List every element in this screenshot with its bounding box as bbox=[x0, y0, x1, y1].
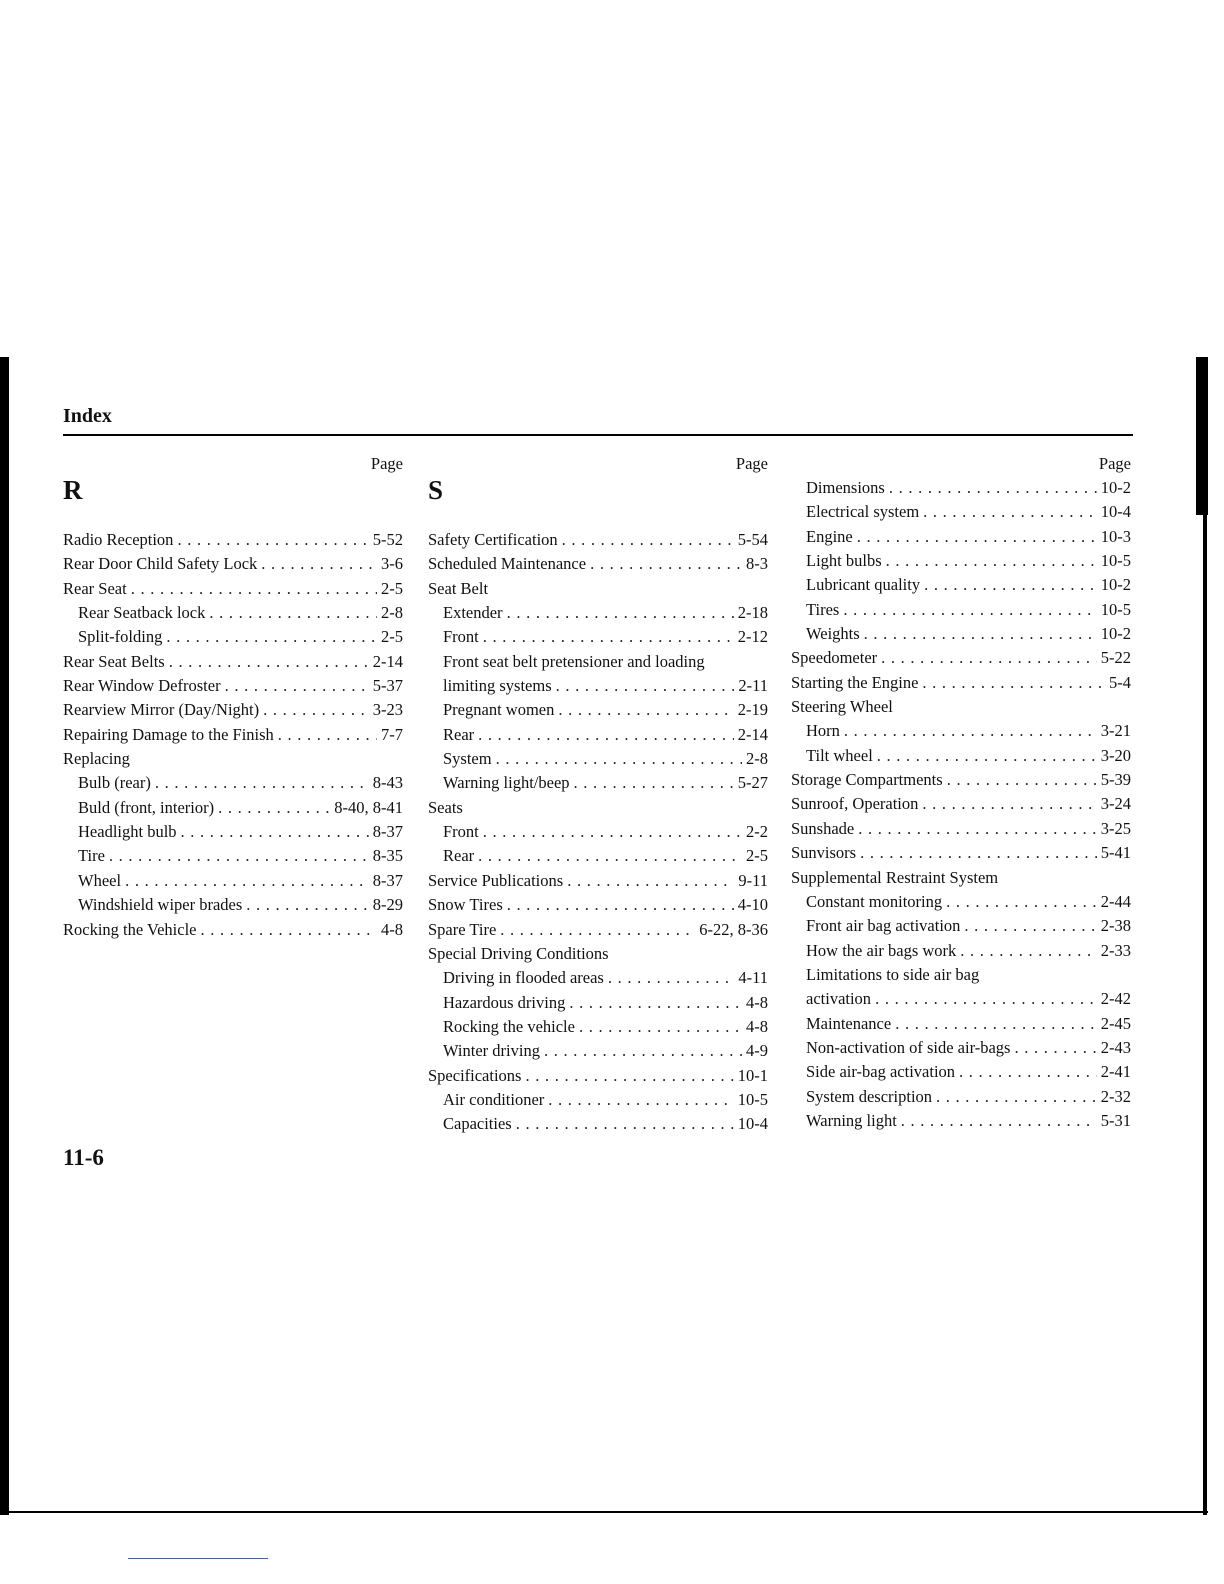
entry-page-ref: 3-24 bbox=[1100, 794, 1131, 814]
entry-page-ref: 2-5 bbox=[746, 846, 768, 866]
index-entry bbox=[791, 573, 1131, 597]
dot-leader bbox=[246, 893, 368, 917]
entry-label: Lubricant quality bbox=[806, 575, 921, 595]
index-entry bbox=[791, 841, 1131, 865]
entry-page-ref: 4-11 bbox=[738, 968, 768, 988]
index-entry bbox=[791, 939, 1131, 963]
dot-leader bbox=[209, 601, 377, 625]
index-entry bbox=[428, 528, 768, 552]
dot-leader bbox=[483, 625, 734, 649]
entry-label: System description bbox=[806, 1086, 933, 1106]
index-header-title: Index bbox=[63, 405, 112, 427]
dot-leader bbox=[556, 674, 735, 698]
entry-label: Service Publications bbox=[428, 870, 564, 890]
dot-leader bbox=[166, 625, 377, 649]
entry-page-ref: 3-25 bbox=[1100, 818, 1131, 838]
index-entry bbox=[428, 650, 768, 674]
index-entry bbox=[791, 622, 1131, 646]
entry-label: Limitations to side air bag bbox=[806, 964, 980, 984]
dot-leader bbox=[924, 573, 1097, 597]
dot-leader bbox=[569, 991, 742, 1015]
index-entry bbox=[428, 747, 768, 771]
entry-page-ref: 5-22 bbox=[1100, 648, 1131, 668]
entry-page-ref: 8-43 bbox=[372, 773, 403, 793]
entry-page-ref: 10-5 bbox=[1100, 551, 1131, 571]
index-entry bbox=[791, 549, 1131, 573]
entry-page-ref: 5-52 bbox=[372, 530, 403, 549]
index-entry bbox=[63, 796, 403, 820]
entry-page-ref: 2-5 bbox=[381, 627, 403, 647]
page-column-header: Page bbox=[735, 454, 768, 473]
entry-label: Special Driving Conditions bbox=[428, 943, 609, 963]
dot-leader bbox=[478, 844, 742, 868]
dot-leader bbox=[544, 1039, 742, 1063]
index-entry bbox=[428, 771, 768, 795]
entry-page-ref: 2-32 bbox=[1100, 1086, 1131, 1106]
dot-leader bbox=[886, 549, 1097, 573]
dot-leader bbox=[567, 869, 734, 893]
dot-leader bbox=[860, 841, 1097, 865]
entry-page-ref: 2-44 bbox=[1100, 891, 1131, 911]
entry-label: Steering Wheel bbox=[791, 697, 893, 717]
entry-page-ref: 2-14 bbox=[372, 651, 403, 671]
dot-leader bbox=[858, 817, 1097, 841]
entry-list bbox=[63, 528, 403, 942]
index-entry bbox=[428, 942, 768, 966]
dot-leader bbox=[496, 747, 742, 771]
index-entry bbox=[791, 1036, 1131, 1060]
entry-page-ref: 5-41 bbox=[1100, 843, 1131, 863]
entry-page-ref: 5-27 bbox=[737, 773, 768, 793]
scan-edge-left bbox=[0, 357, 9, 1515]
entry-label: Front air bag activation bbox=[806, 916, 961, 936]
entry-label: Driving in flooded areas bbox=[443, 968, 604, 988]
dot-leader bbox=[901, 1109, 1097, 1133]
entry-label: How the air bags work bbox=[806, 940, 957, 960]
entry-label: Rear Window Defroster bbox=[63, 676, 221, 696]
entry-label: Side air-bag activation bbox=[806, 1062, 956, 1082]
index-entry bbox=[428, 577, 768, 601]
entry-page-ref: 9-11 bbox=[738, 870, 768, 890]
entry-label: Sunroof, Operation bbox=[791, 794, 919, 814]
index-entry bbox=[791, 719, 1131, 743]
entry-list bbox=[428, 528, 768, 1137]
entry-page-ref: 10-2 bbox=[1100, 478, 1131, 497]
index-entry bbox=[791, 914, 1131, 938]
index-entry bbox=[428, 820, 768, 844]
scan-edge-right bbox=[1196, 357, 1208, 515]
index-entry bbox=[791, 768, 1131, 792]
entry-page-ref: 10-5 bbox=[737, 1089, 768, 1109]
entry-label: Repairing Damage to the Finish bbox=[63, 724, 274, 744]
dot-leader bbox=[1014, 1036, 1096, 1060]
dot-leader bbox=[155, 771, 369, 795]
entry-page-ref: 8-37 bbox=[372, 870, 403, 890]
entry-label: Constant monitoring bbox=[806, 891, 943, 911]
entry-label: Horn bbox=[806, 721, 840, 741]
index-entry bbox=[791, 963, 1131, 987]
dot-leader bbox=[225, 674, 369, 698]
page-column-header: Page bbox=[1098, 454, 1131, 473]
entry-page-ref: 5-54 bbox=[737, 530, 768, 549]
index-entry bbox=[63, 601, 403, 625]
entry-page-ref: 2-11 bbox=[738, 676, 768, 696]
dot-leader bbox=[875, 987, 1097, 1011]
entry-label: Windshield wiper brades bbox=[78, 895, 243, 915]
dot-leader bbox=[843, 598, 1096, 622]
entry-page-ref: 5-4 bbox=[1109, 672, 1131, 692]
entry-label: Winter driving bbox=[443, 1041, 540, 1061]
page-bottom-rule bbox=[0, 1511, 1208, 1513]
entry-label: Specifications bbox=[428, 1065, 522, 1085]
header-rule bbox=[63, 434, 1133, 436]
index-entry bbox=[791, 744, 1131, 768]
entry-label: Radio Reception bbox=[63, 530, 174, 549]
dot-leader bbox=[881, 646, 1097, 670]
entry-label: Rear Door Child Safety Lock bbox=[63, 554, 258, 574]
entry-page-ref: 2-41 bbox=[1100, 1062, 1131, 1082]
dot-leader bbox=[261, 552, 377, 576]
entry-label: Engine bbox=[806, 526, 853, 546]
entry-label: Tire bbox=[78, 846, 105, 866]
index-entry bbox=[63, 577, 403, 601]
index-entry bbox=[63, 844, 403, 868]
entry-page-ref: 2-14 bbox=[737, 724, 768, 744]
entry-label: Starting the Engine bbox=[791, 672, 919, 692]
index-entry bbox=[791, 866, 1131, 890]
entry-label: Air conditioner bbox=[443, 1089, 545, 1109]
dot-leader bbox=[960, 939, 1096, 963]
index-entry bbox=[428, 723, 768, 747]
entry-label: Safety Certification bbox=[428, 530, 558, 549]
dot-leader bbox=[562, 528, 734, 552]
entry-label: Sunshade bbox=[791, 818, 855, 838]
entry-label: Rearview Mirror (Day/Night) bbox=[63, 700, 260, 720]
entry-page-ref: 2-42 bbox=[1100, 989, 1131, 1009]
index-entry bbox=[791, 598, 1131, 622]
page-number: 11-6 bbox=[63, 1145, 104, 1170]
entry-page-ref: 2-5 bbox=[381, 578, 403, 598]
entry-label: Rear Seatback lock bbox=[78, 603, 206, 623]
entry-page-ref: 2-43 bbox=[1100, 1037, 1131, 1057]
entry-page-ref: 10-2 bbox=[1100, 575, 1131, 595]
entry-label: Warning light/beep bbox=[443, 773, 570, 793]
index-entry bbox=[63, 552, 403, 576]
index-entry bbox=[63, 771, 403, 795]
entry-label: Scheduled Maintenance bbox=[428, 554, 587, 574]
index-entry bbox=[428, 893, 768, 917]
entry-page-ref: 8-40, 8-41 bbox=[334, 797, 403, 817]
index-entry bbox=[791, 476, 1131, 500]
scan-mark-line bbox=[128, 1558, 268, 1559]
index-column-1 bbox=[63, 452, 403, 942]
index-entry bbox=[63, 698, 403, 722]
entry-label: activation bbox=[806, 989, 872, 1009]
entry-page-ref: 2-8 bbox=[746, 749, 768, 769]
entry-page-ref: 8-37 bbox=[372, 822, 403, 842]
entry-page-ref: 10-3 bbox=[1100, 526, 1131, 546]
dot-leader bbox=[947, 768, 1097, 792]
entry-page-ref: 10-2 bbox=[1100, 624, 1131, 644]
entry-page-ref: 6-22, 8-36 bbox=[699, 919, 768, 939]
entry-page-ref: 10-4 bbox=[1100, 502, 1131, 522]
entry-label: Storage Compartments bbox=[791, 770, 943, 790]
entry-page-ref: 4-9 bbox=[746, 1041, 768, 1061]
index-entry bbox=[428, 1015, 768, 1039]
entry-label: Maintenance bbox=[806, 1013, 892, 1033]
dot-leader bbox=[263, 698, 369, 722]
entry-page-ref: 5-39 bbox=[1100, 770, 1131, 790]
entry-page-ref: 2-19 bbox=[737, 700, 768, 720]
index-entry bbox=[791, 1060, 1131, 1084]
dot-leader bbox=[131, 577, 377, 601]
index-entry bbox=[428, 1064, 768, 1088]
entry-label: Bulb (rear) bbox=[78, 773, 151, 793]
entry-page-ref: 2-12 bbox=[737, 627, 768, 647]
entry-page-ref: 3-6 bbox=[381, 554, 403, 574]
entry-label: Front bbox=[443, 822, 479, 842]
index-entry bbox=[428, 1088, 768, 1112]
entry-page-ref: 2-33 bbox=[1100, 940, 1131, 960]
index-entry bbox=[63, 723, 403, 747]
entry-label: Warning light bbox=[806, 1110, 897, 1130]
index-entry bbox=[791, 987, 1131, 1011]
dot-leader bbox=[218, 796, 330, 820]
index-entry bbox=[428, 698, 768, 722]
entry-page-ref: 2-18 bbox=[737, 603, 768, 623]
dot-leader bbox=[516, 1112, 734, 1136]
entry-label: Dimensions bbox=[806, 478, 885, 497]
index-entry bbox=[428, 991, 768, 1015]
entry-page-ref: 8-29 bbox=[372, 895, 403, 915]
dot-leader bbox=[964, 914, 1096, 938]
entry-page-ref: 8-35 bbox=[372, 846, 403, 866]
dot-leader bbox=[959, 1060, 1097, 1084]
entry-label: Electrical system bbox=[806, 502, 920, 522]
index-entry bbox=[63, 650, 403, 674]
entry-label: Light bulbs bbox=[806, 551, 882, 571]
entry-label: Rocking the Vehicle bbox=[63, 919, 197, 939]
entry-list bbox=[791, 476, 1131, 1133]
entry-label: Rear bbox=[443, 846, 475, 866]
index-entry bbox=[791, 1109, 1131, 1133]
index-entry bbox=[63, 893, 403, 917]
dot-leader bbox=[177, 528, 368, 552]
entry-label: Snow Tires bbox=[428, 895, 503, 915]
entry-label: Rear Seat bbox=[63, 578, 127, 598]
index-entry bbox=[791, 500, 1131, 524]
entry-label: System bbox=[443, 749, 492, 769]
entry-label: Wheel bbox=[78, 870, 122, 890]
dot-leader bbox=[864, 622, 1097, 646]
index-entry bbox=[791, 671, 1131, 695]
dot-leader bbox=[169, 650, 369, 674]
entry-page-ref: 2-8 bbox=[381, 603, 403, 623]
dot-leader bbox=[574, 771, 734, 795]
dot-leader bbox=[923, 500, 1097, 524]
entry-label: Rear Seat Belts bbox=[63, 651, 165, 671]
index-entry bbox=[428, 674, 768, 698]
dot-leader bbox=[109, 844, 369, 868]
entry-label: Seat Belt bbox=[428, 578, 489, 598]
index-entry bbox=[63, 747, 403, 771]
index-entry bbox=[791, 525, 1131, 549]
index-entry bbox=[428, 552, 768, 576]
entry-page-ref: 4-8 bbox=[746, 1016, 768, 1036]
entry-label: Speedometer bbox=[791, 648, 878, 668]
index-entry bbox=[428, 1112, 768, 1136]
dot-leader bbox=[548, 1088, 733, 1112]
index-entry bbox=[63, 528, 403, 552]
index-entry bbox=[428, 625, 768, 649]
index-entry bbox=[428, 918, 768, 942]
dot-leader bbox=[608, 966, 735, 990]
entry-label: Rear bbox=[443, 724, 475, 744]
dot-leader bbox=[181, 820, 369, 844]
dot-leader bbox=[877, 744, 1097, 768]
entry-page-ref: 2-2 bbox=[746, 822, 768, 842]
entry-label: Supplemental Restraint System bbox=[791, 867, 999, 887]
entry-label: Rocking the vehicle bbox=[443, 1016, 575, 1036]
index-entry bbox=[791, 890, 1131, 914]
page-column-header: Page bbox=[370, 454, 403, 473]
entry-label: Spare Tire bbox=[428, 919, 497, 939]
entry-label: Extender bbox=[443, 603, 503, 623]
entry-label: Front bbox=[443, 627, 479, 647]
entry-label: Pregnant women bbox=[443, 700, 555, 720]
dot-leader bbox=[500, 918, 695, 942]
dot-leader bbox=[946, 890, 1097, 914]
entry-label: Buld (front, interior) bbox=[78, 797, 215, 817]
section-letter: S bbox=[428, 475, 444, 505]
index-entry bbox=[428, 844, 768, 868]
index-entry bbox=[63, 674, 403, 698]
dot-leader bbox=[525, 1064, 733, 1088]
entry-label: Split-folding bbox=[78, 627, 163, 647]
index-entry bbox=[791, 792, 1131, 816]
index-entry bbox=[791, 817, 1131, 841]
entry-page-ref: 2-45 bbox=[1100, 1013, 1131, 1033]
dot-leader bbox=[889, 476, 1097, 500]
dot-leader bbox=[844, 719, 1097, 743]
index-entry bbox=[428, 869, 768, 893]
entry-page-ref: 10-4 bbox=[737, 1114, 768, 1134]
entry-page-ref: 3-20 bbox=[1100, 745, 1131, 765]
entry-label: Tilt wheel bbox=[806, 745, 873, 765]
entry-label: Headlight bulb bbox=[78, 822, 177, 842]
dot-leader bbox=[483, 820, 742, 844]
dot-leader bbox=[590, 552, 742, 576]
dot-leader bbox=[558, 698, 733, 722]
dot-leader bbox=[507, 601, 734, 625]
entry-page-ref: 4-10 bbox=[737, 895, 768, 915]
index-entry bbox=[428, 966, 768, 990]
index-entry bbox=[63, 918, 403, 942]
scan-edge-right-lower bbox=[1203, 515, 1207, 1515]
entry-page-ref: 3-23 bbox=[372, 700, 403, 720]
entry-page-ref: 2-38 bbox=[1100, 916, 1131, 936]
index-entry bbox=[428, 601, 768, 625]
dot-leader bbox=[857, 525, 1097, 549]
entry-label: Non-activation of side air-bags bbox=[806, 1037, 1011, 1057]
index-entry bbox=[428, 796, 768, 820]
entry-page-ref: 3-21 bbox=[1100, 721, 1131, 741]
dot-leader bbox=[922, 792, 1096, 816]
entry-label: Sunvisors bbox=[791, 843, 857, 863]
index-entry bbox=[63, 625, 403, 649]
entry-page-ref: 5-31 bbox=[1100, 1110, 1131, 1130]
dot-leader bbox=[201, 918, 378, 942]
section-letter: R bbox=[63, 475, 83, 505]
index-entry bbox=[791, 646, 1131, 670]
entry-label: Seats bbox=[428, 797, 463, 817]
dot-leader bbox=[125, 869, 369, 893]
entry-page-ref: 8-3 bbox=[746, 554, 768, 574]
index-entry bbox=[791, 1012, 1131, 1036]
entry-label: Replacing bbox=[63, 749, 130, 769]
index-entry bbox=[63, 869, 403, 893]
index-entry bbox=[63, 820, 403, 844]
entry-page-ref: 10-1 bbox=[737, 1065, 768, 1085]
dot-leader bbox=[507, 893, 734, 917]
entry-label: Tires bbox=[806, 599, 840, 619]
index-entry bbox=[791, 1085, 1131, 1109]
index-entry bbox=[791, 695, 1131, 719]
dot-leader bbox=[922, 671, 1105, 695]
entry-label: Front seat belt pretensioner and loading bbox=[443, 651, 705, 671]
dot-leader bbox=[895, 1012, 1097, 1036]
entry-label: Hazardous driving bbox=[443, 992, 566, 1012]
dot-leader bbox=[936, 1085, 1097, 1109]
entry-page-ref: 4-8 bbox=[381, 919, 403, 939]
index-column-3 bbox=[791, 452, 1131, 1133]
index-entry bbox=[428, 1039, 768, 1063]
dot-leader bbox=[579, 1015, 742, 1039]
entry-label: Capacities bbox=[443, 1114, 512, 1134]
entry-label: Weights bbox=[806, 624, 860, 644]
entry-page-ref: 10-5 bbox=[1100, 599, 1131, 619]
entry-page-ref: 5-37 bbox=[372, 676, 403, 696]
entry-label: limiting systems bbox=[443, 676, 552, 696]
dot-leader bbox=[278, 723, 377, 747]
entry-page-ref: 4-8 bbox=[746, 992, 768, 1012]
dot-leader bbox=[478, 723, 734, 747]
index-column-2 bbox=[428, 452, 768, 1137]
entry-page-ref: 7-7 bbox=[381, 724, 403, 744]
